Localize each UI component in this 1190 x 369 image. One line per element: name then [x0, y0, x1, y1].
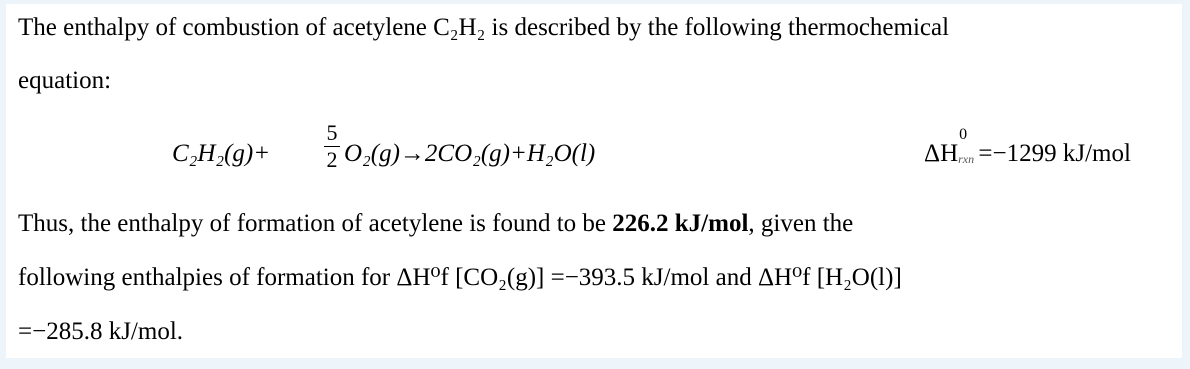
enthalpy-scripts	[958, 126, 975, 166]
result-line-3: =−285.8 kJ/mol.	[18, 318, 184, 345]
enthalpy-symbol: ΔH	[924, 140, 959, 167]
fraction-numerator: 5	[326, 120, 338, 145]
result-line-2: following enthalpies of formation for ΔH⁰f [CO₂(g)] =−393.5 kJ/mol and ΔH⁰f [H₂O(l)]	[18, 264, 902, 291]
result-line-1	[18, 209, 853, 239]
result-prefix: Thus, the enthalpy of formation of acetylene is found to be	[18, 210, 613, 237]
intro-line-2: equation:	[18, 67, 112, 94]
result-suffix: , given the	[748, 210, 854, 237]
enthalpy-value: =−1299 kJ/mol	[978, 140, 1131, 167]
equation-reactant-acetylene: C₂H₂(g)+	[172, 140, 271, 167]
reaction-enthalpy	[924, 126, 1131, 168]
enthalpy-subscript: rxn	[958, 152, 975, 166]
enthalpy-superscript: 0	[959, 126, 968, 143]
equation-fraction	[324, 122, 340, 171]
formation-enthalpy-value: 226.2 kJ/mol	[612, 210, 749, 237]
equation-products: O₂(g)→2CO₂(g)+H₂O(l)	[344, 140, 596, 167]
content-card	[6, 4, 1182, 358]
fraction-denominator: 2	[326, 147, 338, 172]
intro-line-1: The enthalpy of combustion of acetylene C₂H₂ is described by the following thermochemical	[18, 14, 950, 41]
